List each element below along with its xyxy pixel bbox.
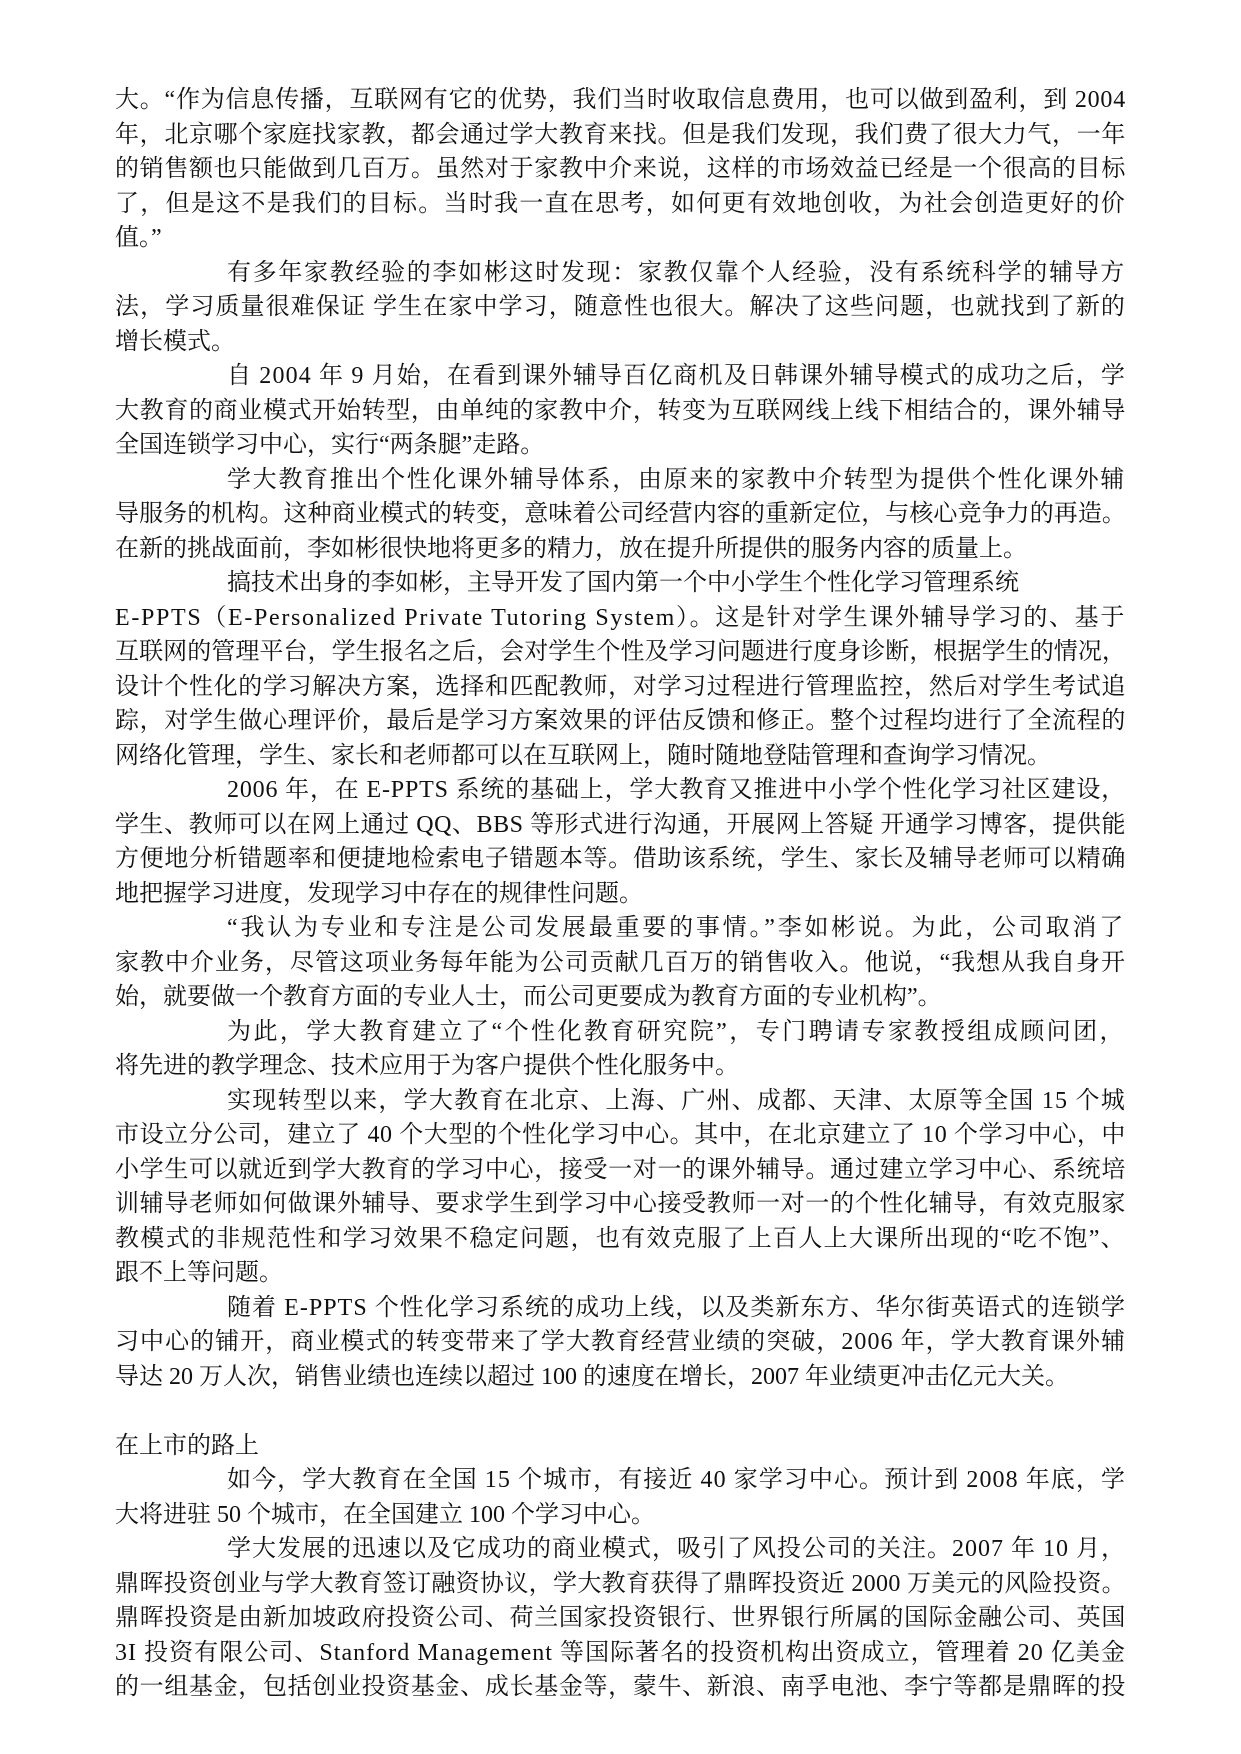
line <box>115 1049 1127 1084</box>
line <box>115 1153 1127 1188</box>
line-text: 了，但是这不是我们的目标。当时我一直在思考，如何更有效地创收，为社会创造更好的价 <box>115 190 1126 217</box>
line-text: 习中心的铺开，商业模式的转变带来了学大教育经营业绩的突破，2006 年，学大教育课外辅 <box>115 1329 1126 1355</box>
line <box>115 83 1127 118</box>
line-text: 设计个性化的学习解决方案，选择和匹配教师，对学习过程进行管理监控，然后对学生考试追 <box>115 673 1126 700</box>
line <box>115 1532 1127 1567</box>
line <box>115 739 1127 774</box>
line-text: 导达 20 万人次，销售业绩也连续以超过 100 的速度在增长，2007 年业绩更冲击亿元大关。 <box>115 1363 1069 1390</box>
line <box>115 635 1127 670</box>
line-text: 地把握学习进度，发现学习中存在的规律性问题。 <box>115 880 643 907</box>
line-text: 搞技术出身的李如彬，主导开发了国内第一个中小学生个性化学习管理系统 <box>227 570 1019 596</box>
line-text: 增长模式。 <box>115 328 235 355</box>
line-text: 3I 投资有限公司、Stanford Management 等国际著名的投资机构出资成立，管理着 20 亿美金 <box>115 1639 1126 1666</box>
line <box>115 704 1127 739</box>
line-text: 学大教育推出个性化课外辅导体系，由原来的家教中介转型为提供个性化课外辅 <box>227 466 1126 493</box>
line <box>115 773 1127 808</box>
line <box>115 221 1127 256</box>
line-text: 在新的挑战面前，李如彬很快地将更多的精力，放在提升所提供的服务内容的质量上。 <box>115 535 1027 562</box>
line <box>115 670 1127 705</box>
line <box>115 1222 1127 1257</box>
line <box>115 808 1127 843</box>
line-text: 网络化管理，学生、家长和老师都可以在互联网上，随时随地登陆管理和查询学习情况。 <box>115 742 1051 769</box>
line-text: 实现转型以来，学大教育在北京、上海、广州、成都、天津、太原等全国 15 个城 <box>227 1087 1126 1114</box>
line-text: 鼎晖投资是由新加坡政府投资公司、荷兰国家投资银行、世界银行所属的国际金融公司、英国 <box>115 1605 1126 1631</box>
line-text: 学生、教师可以在网上通过 QQ、BBS 等形式进行沟通，开展网上答疑 开通学习博客，提供能 <box>115 811 1126 838</box>
line <box>115 497 1127 532</box>
line <box>115 532 1127 567</box>
line-text: 的一组基金，包括创业投资基金、成长基金等，蒙牛、新浪、南孚电池、李宁等都是鼎晖的投 <box>115 1674 1126 1700</box>
line <box>115 256 1127 291</box>
section-heading <box>115 1429 1127 1464</box>
blank-line <box>115 1394 1127 1429</box>
line-text: 学大发展的迅速以及它成功的商业模式，吸引了风投公司的关注。2007 年 10 月， <box>227 1536 1126 1562</box>
line-text: 如今，学大教育在全国 15 个城市，有接近 40 家学习中心。预计到 2008 年底，学 <box>227 1467 1126 1493</box>
line <box>115 118 1127 153</box>
line <box>115 187 1127 222</box>
line <box>115 842 1127 877</box>
line <box>115 325 1127 360</box>
line <box>115 1256 1127 1291</box>
line-text: E-PPTS（E-Personalized Private Tutoring System）。这是针对学生课外辅导学习的、基于 <box>115 604 1126 631</box>
line-text: 方便地分析错题率和便捷地检索电子错题本等。借助该系统，学生、家长及辅导老师可以精确 <box>115 846 1126 872</box>
line-text: 年，北京哪个家庭找家教，都会通过学大教育来找。但是我们发现，我们费了很大力气，一年 <box>115 121 1126 148</box>
line <box>115 290 1127 325</box>
line <box>115 1670 1127 1705</box>
line <box>115 1463 1127 1498</box>
line-text: 踪，对学生做心理评价，最后是学习方案效果的评估反馈和修正。整个过程均进行了全流程的 <box>115 708 1126 734</box>
paragraph <box>115 1532 1127 1705</box>
paragraph <box>115 773 1127 911</box>
document-body <box>115 83 1127 1705</box>
line-text: 随着 E-PPTS 个性化学习系统的成功上线，以及类新东方、华尔街英语式的连锁学 <box>227 1294 1126 1321</box>
line <box>115 463 1127 498</box>
line <box>115 1325 1127 1360</box>
paragraph <box>115 359 1127 463</box>
line-text: 互联网的管理平台，学生报名之后，会对学生个性及学习问题进行度身诊断，根据学生的情况， <box>115 639 1126 665</box>
line <box>115 601 1127 636</box>
line <box>115 946 1127 981</box>
line-text: 训辅导老师如何做课外辅导、要求学生到学习中心接受教师一对一的个性化辅导，有效克服家 <box>115 1191 1126 1217</box>
line-text: 有多年家教经验的李如彬这时发现：家教仅靠个人经验，没有系统科学的辅导方 <box>227 259 1126 286</box>
line <box>115 1636 1127 1671</box>
line <box>115 1118 1127 1153</box>
line-text: 法，学习质量很难保证 学生在家中学习，随意性也很大。解决了这些问题，也就找到了新的 <box>115 294 1126 320</box>
line-text: 小学生可以就近到学大教育的学习中心，接受一对一的课外辅导。通过建立学习中心、系统培 <box>115 1156 1126 1183</box>
line <box>115 1601 1127 1636</box>
paragraph <box>115 911 1127 1015</box>
line <box>115 911 1127 946</box>
line-text: 的销售额也只能做到几百万。虽然对于家教中介来说，这样的市场效益已经是一个很高的目标 <box>115 156 1126 182</box>
line <box>115 1187 1127 1222</box>
line-text: 市设立分公司，建立了 40 个大型的个性化学习中心。其中，在北京建立了 10 个学习中心，中 <box>115 1122 1126 1148</box>
line <box>115 566 1127 601</box>
paragraph <box>115 1291 1127 1395</box>
line-text: 自 2004 年 9 月始，在看到课外辅导百亿商机及日韩课外辅导模式的成功之后，学 <box>227 363 1126 389</box>
paragraph <box>115 256 1127 360</box>
line <box>115 359 1127 394</box>
line-text: 值。” <box>115 225 162 251</box>
paragraph <box>115 83 1127 256</box>
line-text: 跟不上等问题。 <box>115 1260 283 1286</box>
line-text: 大将进驻 50 个城市，在全国建立 100 个学习中心。 <box>115 1501 655 1528</box>
line <box>115 1360 1127 1395</box>
line <box>115 1084 1127 1119</box>
paragraph <box>115 566 1127 773</box>
line-text: 始，就要做一个教育方面的专业人士，而公司更要成为教育方面的专业机构”。 <box>115 984 942 1010</box>
line-text: 全国连锁学习中心，实行“两条腿”走路。 <box>115 432 545 458</box>
line <box>115 394 1127 429</box>
line <box>115 1498 1127 1533</box>
line <box>115 980 1127 1015</box>
line-text: 教模式的非规范性和学习效果不稳定问题，也有效克服了上百人上大课所出现的“吃不饱”、 <box>115 1225 1126 1252</box>
line <box>115 1291 1127 1326</box>
line <box>115 152 1127 187</box>
line-text: 2006 年，在 E-PPTS 系统的基础上，学大教育又推进中小学个性化学习社区建设， <box>227 777 1126 803</box>
paragraph <box>115 1015 1127 1084</box>
section-heading-text: 在上市的路上 <box>115 1432 259 1459</box>
line-text: “我认为专业和专注是公司发展最重要的事情。”李如彬说。为此，公司取消了 <box>227 915 1126 941</box>
line-text: 大。“作为信息传播，互联网有它的优势，我们当时收取信息费用，也可以做到盈利，到 2004 <box>115 87 1126 113</box>
paragraph <box>115 1463 1127 1532</box>
line <box>115 428 1127 463</box>
paragraph <box>115 1084 1127 1291</box>
line-text: 导服务的机构。这种商业模式的转变，意味着公司经营内容的重新定位，与核心竞争力的再造。 <box>115 501 1126 527</box>
line-text: 大教育的商业模式开始转型，由单纯的家教中介，转变为互联网线上线下相结合的，课外辅导 <box>115 397 1126 424</box>
line <box>115 877 1127 912</box>
line-text: 为此，学大教育建立了“个性化教育研究院”，专门聘请专家教授组成顾问团， <box>227 1018 1126 1045</box>
line-text: 将先进的教学理念、技术应用于为客户提供个性化服务中。 <box>115 1053 739 1079</box>
line <box>115 1015 1127 1050</box>
paragraph <box>115 463 1127 567</box>
line-text: 家教中介业务，尽管这项业务每年能为公司贡献几百万的销售收入。他说，“我想从我自身开 <box>115 949 1126 976</box>
line <box>115 1567 1127 1602</box>
line-text: 鼎晖投资创业与学大教育签订融资协议，学大教育获得了鼎晖投资近 2000 万美元的风险投资。 <box>115 1570 1126 1597</box>
